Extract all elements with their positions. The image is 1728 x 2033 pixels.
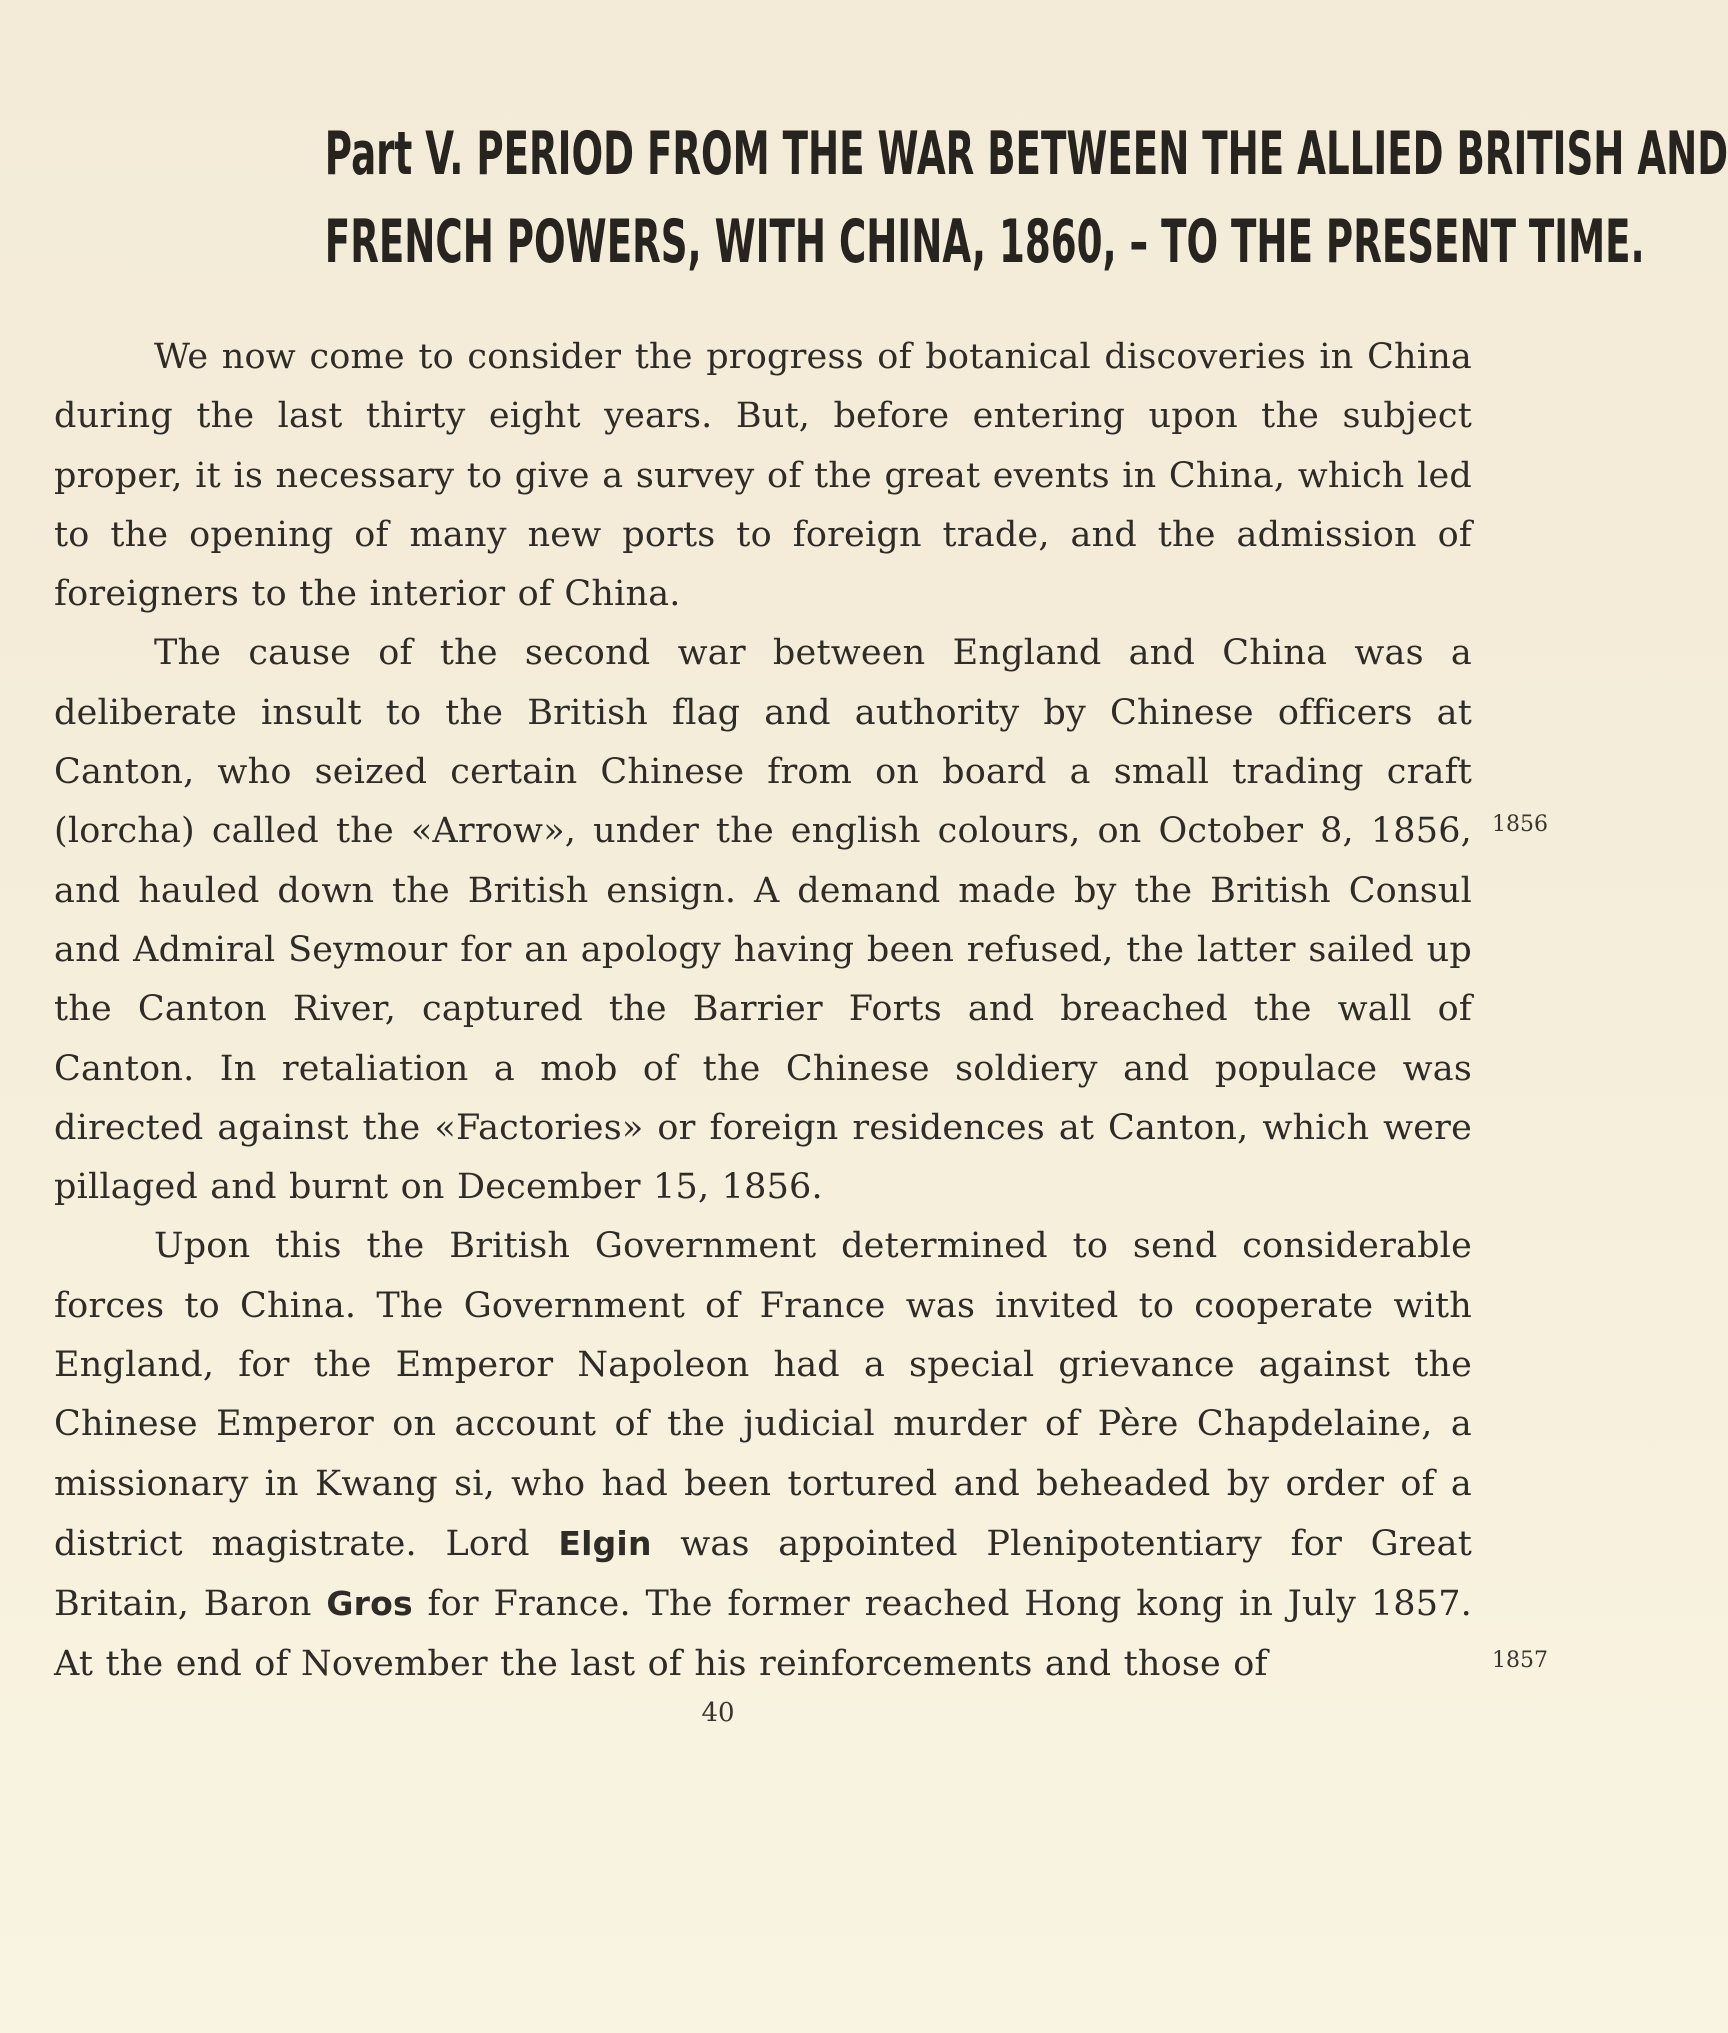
paragraph-3-text-b: was appointed Plenipotentiary for Great Britain, Baron [54,1523,1472,1625]
chapter-title-line-1: Part V. PERIOD FROM THE WAR BETWEEN THE ALLIED BRITISH AND [324,119,1728,189]
paragraph-3 [54,1217,1472,1693]
paragraph-3-text-a: Upon this the British Government determined to send considerable forces to China. The Government of France was invited to cooperate with England, for the Emperor Napoleon had a special grievance against the Chinese Emperor on account of the judicial murder of Père Chapdelaine, a missionary in Kwang si, who had been tortured and beheaded by order of a district magistrate. Lord [54,1226,1472,1564]
margin-note-1856: 1856 [1492,812,1548,837]
body-text [54,328,1472,1694]
page-number: 40 [701,1698,735,1728]
paragraph-2: The cause of the second war between England and China was a deliberate insult to the British flag and authority by Chinese officers at Canton, who seized certain Chinese from on board a small trading craft (lorcha) called the «Arrow», under the english colours, on October 8, 1856, and hauled down the British ensign. A demand made by the British Consul and Admiral Seymour for an apology having been refused, the latter sailed up the Canton River, captured the Barrier Forts and breached the wall of Canton. In retaliation a mob of the Chinese soldiery and populace was directed against the «Factories» or foreign residences at Canton, which were pillaged and burnt on December 15, 1856. [54,633,1472,1208]
paragraph-1: We now come to consider the progress of botanical discoveries in China during the last thirty eight years. But, before entering upon the subject proper, it is necessary to give a survey of the great events in China, which led to the opening of many new ports to foreign trade, and the admission of foreigners to the interior of China. [54,337,1472,615]
margin-note-1857: 1857 [1492,1648,1548,1673]
paragraph-3-text-c: for France. The former reached Hong kong in July 1857. At the end of November the last of his reinforcements and those of [54,1584,1472,1684]
chapter-title [324,110,1728,286]
person-name-gros: Gros [326,1584,413,1624]
person-name-elgin: Elgin [558,1523,652,1563]
chapter-title-line-2: FRENCH POWERS, WITH CHINA, 1860, – TO THE PRESENT TIME. [324,207,1645,277]
